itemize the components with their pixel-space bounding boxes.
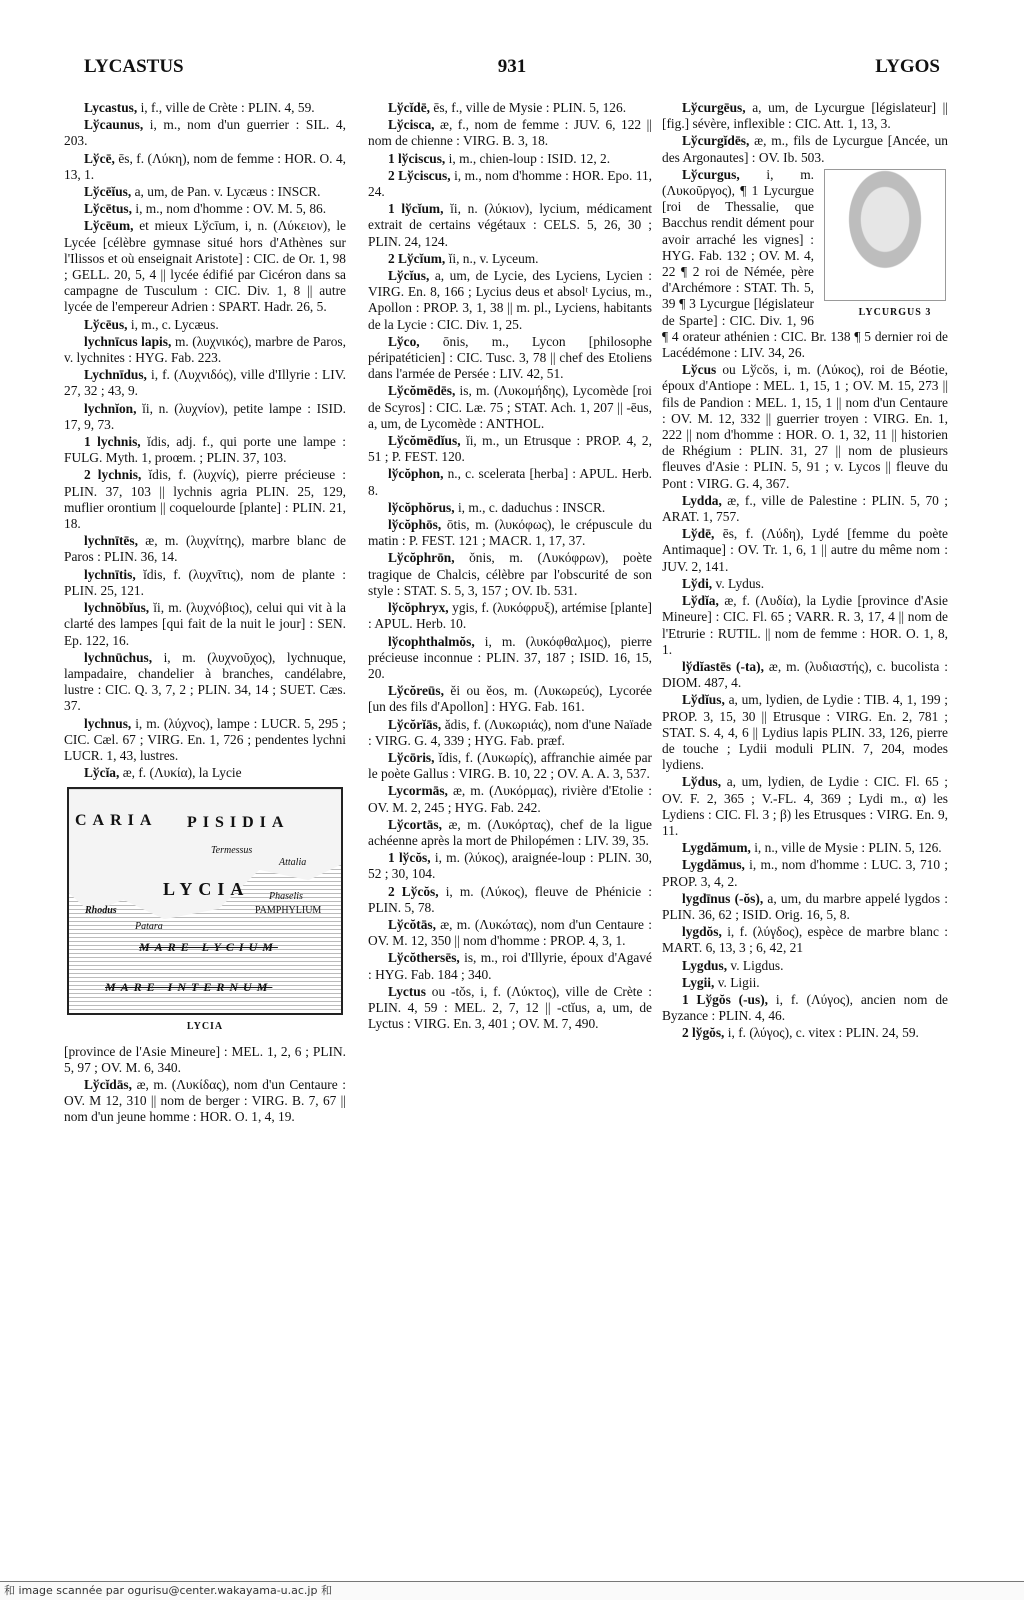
entry-headword: lygdīnus (-ŏs), bbox=[682, 890, 764, 906]
dictionary-entry bbox=[368, 151, 652, 167]
entry-definition: et mieux Lўcīum, i, n. (Λύκειον), le Lycée [célèbre gymnase situé hors d'Athènes sur l'Ilissos et où enseignait Aristote] : CIC. de Or. 1, 98 ; GELL. 20, 5, 4 || lycée édifié par Cicéron dans sa campagne de Tusculum : CIC. Div. 1, 8 || autre lycée de l'empereur Adrien : SPART. Hadr. 26, 5. bbox=[64, 218, 346, 315]
dictionary-entry bbox=[368, 268, 652, 333]
dictionary-entry bbox=[662, 857, 948, 889]
entry-definition: ōnis, m., Lycon [philosophe péripatéticien] : CIC. Tusc. 3, 78 || chef des Etoliens dans l'armée de Persée : LIV. 42, 51. bbox=[368, 333, 652, 382]
column-3-entries bbox=[662, 100, 948, 361]
entry-headword: lўcŏphōs, bbox=[388, 517, 442, 533]
dictionary-entry bbox=[662, 100, 948, 132]
entry-headword: Lychnīdus, bbox=[84, 367, 147, 383]
dictionary-entry bbox=[64, 650, 346, 715]
entry-headword: Lўcortās, bbox=[388, 816, 442, 832]
entry-headword: Lўcurgĭdēs, bbox=[682, 133, 750, 149]
entry-headword: Lўcŏreūs, bbox=[388, 683, 444, 699]
entry-definition: i, m., nom d'un guerrier : SIL. 4, 203. bbox=[64, 117, 346, 149]
entry-definition: i, m. (Λυκοῦργος), ¶ 1 Lycurgue [roi de Thessalie, que Bacchus rendit dément pour avoir arraché les vignes] : HYG. Fab. 132 ; OV. M. 4, 22 ¶ 2 roi de Némée, père d'Archémore : STAT. Th. 5, 39 ¶ 3 Lycurgue [législateur de Sparte] : CIC. Div. 1, 96 ¶ 4 orateur athénien : CIC. Br. 138 ¶ 5 dernier roi de Lacédémone : LIV. 34, 26. bbox=[662, 166, 948, 361]
entry-headword: Lўcē, bbox=[84, 150, 115, 166]
entry-definition: i, m. (Λύκος), fleuve de Phénicie : PLIN. 5, 78. bbox=[368, 883, 652, 915]
dictionary-entry bbox=[64, 1077, 346, 1126]
entry-headword: Lўcŏmēdēs, bbox=[388, 383, 456, 399]
dictionary-entry bbox=[64, 765, 346, 781]
scan-credit: 和 image scannée par ogurisu@center.wakayama-u.ac.jp 和 bbox=[0, 1581, 1024, 1600]
entry-headword: 2 Lўcŏs, bbox=[388, 883, 439, 899]
entry-headword: lychnūchus, bbox=[84, 649, 153, 665]
entry-definition: ĭi, m., un Etrusque : PROP. 4, 2, 51 ; P. FEST. 120. bbox=[368, 433, 652, 465]
map-caption: LYCIA bbox=[186, 1021, 224, 1033]
dictionary-entry bbox=[368, 383, 652, 432]
entry-headword: Lўcĭdē, bbox=[388, 100, 431, 115]
dictionary-entry bbox=[368, 717, 652, 749]
entry-definition: [province de l'Asie Mineure] : MEL. 1, 2, 6 ; PLIN. 5, 97 ; OV. M. 6, 340. bbox=[64, 1043, 346, 1075]
dictionary-entry bbox=[64, 317, 346, 333]
entry-headword: Lўcurgus, bbox=[682, 166, 740, 182]
entry-definition: ygis, f. (λυκόφρυξ), artémise [plante] : APUL. Herb. 10. bbox=[368, 600, 652, 632]
entry-definition: ĭi, n. (λύκιον), lycium, médicament extrait de certains végétaux : CELS. 5, 26, 30 ; PLIN. 24, 124. bbox=[368, 201, 652, 249]
entry-definition: æ, m. (Λυκώτας), nom d'un Centaure : OV. M. 12, 350 || nom d'homme : PROP. 4, 3, 1. bbox=[368, 916, 652, 949]
dictionary-entry bbox=[368, 201, 652, 250]
dictionary-entry bbox=[64, 716, 346, 765]
lycia-map bbox=[67, 787, 343, 1015]
entry-headword: Lўcŏthersēs, bbox=[388, 950, 460, 966]
map-label: MARE LYCIUM bbox=[139, 940, 278, 955]
dictionary-entry bbox=[368, 950, 652, 982]
entry-definition: i, m. (λύκος), araignée-loup : PLIN. 30, 52 ; 30, 104. bbox=[368, 850, 653, 882]
entry-headword: Lўcētus, bbox=[84, 201, 132, 217]
entry-definition: æ, m. (Λυκίδας), nom d'un Centaure : OV. M 12, 310 || nom de berger : VIRG. B. 7, 67 || nom d'un jeune homme : HOR. O. 1, 4, 19. bbox=[64, 1076, 346, 1125]
dictionary-entry bbox=[64, 117, 346, 149]
entry-headword: 1 lychnis, bbox=[84, 434, 141, 450]
dictionary-entry bbox=[64, 533, 346, 565]
dictionary-entry bbox=[662, 526, 948, 575]
entry-definition: a, um, de Lycurgue [législateur] || [fig.] sévère, inflexible : CIC. Att. 1, 13, 3. bbox=[662, 100, 948, 132]
dictionary-entry bbox=[662, 840, 948, 856]
entry-headword: Lўcŏmēdĭus, bbox=[388, 433, 461, 449]
dictionary-entry bbox=[662, 975, 948, 991]
entry-definition: ou Lўcŏs, i, m. (Λύκος), roi de Béotie, époux d'Antiope : MEL. 1, 15, 1 ; OV. M. 15, 273 || fils de Pandion : MEL. 1, 15, 1 || nom d'un Centaure : OV. M. 12, 332 || guerrier troyen : VIRG. En. 1, 222 || nom d'homme : HOR. O. 1, 32, 11 || historien de Rhégium : PLIN. 31, 27 || nom de plusieurs fleuves d'Asie : PLIN. 5, 91 ; v. Lycos || fleuve du Pont : VIRG. G. 4, 367. bbox=[662, 362, 948, 491]
entry-headword: Lўcus bbox=[682, 362, 717, 378]
entry-definition: ōtis, m. (λυκόφως), le crépuscule du matin : P. FEST. 121 ; MACR. 1, 17, 37. bbox=[368, 517, 652, 549]
dictionary-entry bbox=[662, 1025, 948, 1041]
entry-headword: lychnŏbĭus, bbox=[84, 600, 150, 616]
entry-headword: lychnus, bbox=[84, 715, 132, 731]
entry-definition: ŏnis, m. (Λυκόφρων), poète tragique de Chalcis, célèbre par l'obscurité de son style : STAT. S. 5, 3, 157 ; OV. Ib. 531. bbox=[368, 550, 652, 598]
entry-headword: lygdŏs, bbox=[682, 924, 722, 940]
dictionary-entry bbox=[64, 401, 346, 433]
entry-definition: ĭi, n. (λυχνίον), petite lampe : ISID. 17, 9, 73. bbox=[64, 400, 346, 432]
column-2 bbox=[368, 100, 652, 1033]
dictionary-entry bbox=[662, 362, 948, 492]
header-left-word: LYCASTUS bbox=[84, 56, 184, 77]
entry-headword: Lўdi, bbox=[682, 575, 713, 591]
entry-headword: Lўcĭdās, bbox=[84, 1076, 132, 1092]
dictionary-entry bbox=[662, 493, 948, 525]
entry-headword: Lўdĭus, bbox=[682, 692, 725, 708]
entry-headword: Lўcēĭus, bbox=[84, 184, 132, 200]
lycurgus-portrait bbox=[822, 169, 948, 321]
entry-headword: Lўdĭa, bbox=[682, 593, 719, 609]
entry-headword: Lўcōris, bbox=[388, 749, 435, 765]
dictionary-entry bbox=[662, 774, 948, 839]
entry-headword: Lўdus, bbox=[682, 774, 722, 790]
entry-headword: Lygdămum, bbox=[682, 840, 751, 856]
entry-headword: Lўcēum, bbox=[84, 218, 134, 234]
entry-headword: lychnītēs, bbox=[84, 533, 138, 549]
column-2-entries bbox=[368, 100, 652, 1032]
map-label: LYCIA bbox=[163, 879, 250, 900]
column-1-entries-continued bbox=[64, 1044, 346, 1126]
dictionary-entry bbox=[662, 692, 948, 773]
map-label: CARIA bbox=[75, 812, 158, 830]
entry-headword: Lўcurgēus, bbox=[682, 100, 746, 115]
dictionary-entry bbox=[662, 891, 948, 923]
entry-headword: Lўco, bbox=[388, 333, 420, 349]
dictionary-entry bbox=[368, 783, 652, 815]
entry-headword: lychnĭon, bbox=[84, 400, 137, 416]
column-3 bbox=[662, 100, 948, 1043]
dictionary-entry bbox=[368, 251, 652, 267]
entry-headword: Lўcŏphrōn, bbox=[388, 550, 455, 566]
entry-headword: lўcŏphon, bbox=[388, 466, 444, 482]
entry-headword: 2 Lўciscus, bbox=[388, 167, 451, 183]
entry-definition: i, n., ville de Mysie : PLIN. 5, 126. bbox=[754, 840, 942, 856]
entry-definition: a, um, de Lycie, des Lyciens, Lycien : VIRG. En. 8, 166 ; Lycius deus et absolᵗ Lycius, m., Apollon : PROP. 3, 1, 38 || m. pl., Lyciens, habitants de la Lycie : CIC. Div. 1, 25. bbox=[368, 268, 652, 332]
entry-headword: Lўcŏrĭās, bbox=[388, 716, 442, 732]
entry-definition: ĕi ou ĕos, m. (Λυκωρεύς), Lycorée [un des fils d'Apollon] : HYG. Fab. 161. bbox=[368, 683, 652, 715]
map-label: MARE INTERNUM bbox=[105, 980, 273, 995]
dictionary-entry bbox=[662, 133, 948, 165]
entry-headword: Lygdus, bbox=[682, 957, 728, 973]
dictionary-entry bbox=[64, 100, 346, 116]
entry-definition: i, m., nom d'homme : OV. M. 5, 86. bbox=[135, 201, 327, 217]
entry-definition: i, m., c. Lycæus. bbox=[130, 316, 219, 332]
entry-headword: 2 lўgŏs, bbox=[682, 1025, 725, 1041]
column-3-entries-continued bbox=[662, 362, 948, 1041]
entry-headword: Lўcisca, bbox=[388, 117, 435, 133]
entry-headword: lўcŏphryx, bbox=[388, 600, 449, 616]
map-label: Phaselis bbox=[269, 891, 303, 903]
map-figure bbox=[64, 787, 346, 1035]
dictionary-entry bbox=[662, 167, 948, 361]
entry-definition: æ, m. (λυχνίτης), marbre blanc de Paros : PLIN. 36, 14. bbox=[64, 533, 346, 565]
entry-definition: ĭdis, f. (λυχνῖτις), nom de plante : PLIN. 25, 121. bbox=[64, 566, 346, 598]
entry-definition: ēs, f., ville de Mysie : PLIN. 5, 126. bbox=[433, 100, 627, 115]
entry-definition: æ, m. (λυδιαστής), c. bucolista : DIOM. 487, 4. bbox=[662, 658, 948, 691]
map-label: Termessus bbox=[211, 845, 253, 857]
entry-definition: æ, m. (Λυκόρμας), rivière d'Etolie : OV. M. 2, 245 ; HYG. Fab. 242. bbox=[368, 783, 652, 815]
entry-headword: Lўcēus, bbox=[84, 316, 128, 332]
entry-definition: i, f. (λύγος), c. vitex : PLIN. 24, 59. bbox=[727, 1025, 919, 1041]
dictionary-entry bbox=[64, 367, 346, 399]
dictionary-entry bbox=[368, 466, 652, 498]
column-1 bbox=[64, 100, 346, 1127]
dictionary-entry bbox=[368, 634, 652, 683]
entry-definition: i, m. (λυχνοῦχος), lychnuque, lampadaire, chandelier à branches, candélabre, lustre : CIC. Q. 3, 7, 2 ; PLIN. 34, 14 ; SUET. Cæs. 37. bbox=[64, 649, 346, 714]
dictionary-entry bbox=[368, 884, 652, 916]
entry-definition: i, m. (λυκόφθαλμος), pierre précieuse inconnue : PLIN. 37, 187 ; ISID. 16, 15, 20. bbox=[368, 633, 652, 681]
header-right-word: LYGOS bbox=[875, 56, 940, 77]
map-label: Patara bbox=[135, 921, 163, 933]
entry-definition: ĭi, n., v. Lyceum. bbox=[448, 250, 539, 266]
entry-definition: i, f. (λύγδος), espèce de marbre blanc : MART. 6, 13, 3 ; 6, 42, 21 bbox=[662, 924, 948, 956]
entry-headword: lychnītis, bbox=[84, 566, 136, 582]
entry-definition: v. Ligii. bbox=[717, 974, 760, 990]
entry-headword: 1 lўciscus, bbox=[388, 150, 446, 166]
entry-definition: i, m., chien-loup : ISID. 12, 2. bbox=[448, 150, 611, 166]
dictionary-entry bbox=[662, 593, 948, 658]
entry-definition: a, um, lydien, de Lydie : TIB. 4, 1, 199 ; PROP. 3, 15, 30 || Etrusque : VIRG. En. 2, 781 ; STAT. S. 4, 4, 6 || Lydius lapis PLIN. 33, 126, pierre de touche ; Lydii moduli PLIN. 7, 204, modes lydiens. bbox=[662, 692, 948, 773]
entry-definition: i, f., ville de Crète : PLIN. 4, 59. bbox=[140, 100, 315, 115]
dictionary-entry bbox=[368, 100, 652, 116]
dictionary-entry bbox=[368, 517, 652, 549]
map-label: Rhodus bbox=[85, 905, 117, 917]
dictionary-entry bbox=[662, 576, 948, 592]
entry-definition: is, m., roi d'Illyrie, époux d'Agavé : HYG. Fab. 184 ; 340. bbox=[368, 950, 652, 982]
entry-definition: ĭdis, adj. f., qui porte une lampe : FULG. Myth. 1, proœm. ; PLIN. 37, 103. bbox=[64, 434, 347, 466]
dictionary-entry bbox=[368, 750, 652, 782]
entry-headword: Lўcĭa, bbox=[84, 765, 120, 781]
dictionary-entry bbox=[368, 984, 652, 1033]
dictionary-entry bbox=[64, 184, 346, 200]
column-1-entries bbox=[64, 100, 346, 781]
dictionary-entry bbox=[662, 958, 948, 974]
entry-headword: Lycormās, bbox=[388, 783, 448, 799]
entry-headword: Lўcaunus, bbox=[84, 117, 144, 133]
entry-definition: æ, f., ville de Palestine : PLIN. 5, 70 ; ARAT. 1, 757. bbox=[662, 492, 948, 525]
entry-headword: Lўdē, bbox=[682, 526, 715, 542]
entry-definition: ădis, f. (Λυκωριάς), nom d'une Naïade : VIRG. G. 4, 339 ; HYG. Fab. præf. bbox=[368, 716, 652, 748]
entry-definition: m. (λυχνικός), marbre de Paros, v. lychnites : HYG. Fab. 223. bbox=[64, 333, 346, 366]
entry-headword: lўdĭastēs (-ta), bbox=[682, 658, 764, 674]
page-header bbox=[84, 56, 940, 88]
map-label: Attalia bbox=[279, 857, 307, 869]
dictionary-entry bbox=[662, 659, 948, 691]
dictionary-entry bbox=[662, 924, 948, 956]
dictionary-entry bbox=[64, 151, 346, 183]
dictionary-entry bbox=[368, 117, 652, 149]
dictionary-entry bbox=[368, 817, 652, 849]
dictionary-entry bbox=[64, 467, 346, 532]
dictionary-entry bbox=[64, 434, 346, 466]
dictionary-entry bbox=[368, 168, 652, 200]
dictionary-entry bbox=[64, 334, 346, 366]
page-number: 931 bbox=[497, 56, 527, 77]
entry-definition: is, m. (Λυκομήδης), Lycomède [roi de Scyros] : CIC. Læ. 75 ; STAT. Ach. 1, 207 || -ēus, a, um, de Lycomède : ANTHOL. bbox=[368, 383, 652, 431]
entry-definition: i, m., nom d'homme : LUC. 3, 710 ; PROP. 3, 4, 2. bbox=[662, 857, 948, 889]
dictionary-entry bbox=[368, 850, 652, 882]
entry-definition: i, f. (Λύγος), ancien nom de Byzance : PLIN. 4, 46. bbox=[662, 991, 948, 1024]
entry-definition: i, f. (Λυχνιδός), ville d'Illyrie : LIV. 27, 32 ; 43, 9. bbox=[64, 367, 346, 399]
bust-image bbox=[824, 169, 946, 301]
entry-headword: Lyctus bbox=[388, 983, 426, 999]
entry-headword: lўcophthalmŏs, bbox=[388, 633, 475, 649]
entry-definition: i, m., nom d'homme : HOR. Epo. 11, 24. bbox=[368, 167, 652, 200]
dictionary-entry bbox=[368, 683, 652, 715]
entry-definition: ĭi, m. (λυχνόβιος), celui qui vit à la clarté des lampes [qui fait de la nuit le jour] : SEN. Ep. 122, 16. bbox=[64, 600, 346, 648]
entry-headword: Lўcŏtās, bbox=[388, 916, 436, 932]
dictionary-entry bbox=[368, 433, 652, 465]
portrait-caption: LYCURGUS 3 bbox=[858, 306, 932, 318]
entry-headword: Lydda, bbox=[682, 492, 722, 508]
entry-headword: 1 Lўgŏs (-us), bbox=[682, 991, 769, 1007]
entry-headword: Lygii, bbox=[682, 974, 715, 990]
entry-definition: æ, f. (Λυκία), la Lycie bbox=[122, 765, 242, 781]
entry-definition: v. Lydus. bbox=[715, 575, 765, 591]
entry-headword: Lygdămus, bbox=[682, 857, 745, 873]
entry-definition: ĭdis, f. (Λυκωρίς), affranchie aimée par le poète Gallus : VIRG. B. 10, 22 ; OV. A. A. 3, 537. bbox=[368, 749, 652, 782]
entry-definition: n., c. scelerata [herba] : APUL. Herb. 8. bbox=[368, 466, 652, 498]
dictionary-entry bbox=[662, 992, 948, 1024]
entry-headword: Lycastus, bbox=[84, 100, 138, 115]
dictionary-entry bbox=[64, 201, 346, 217]
entry-headword: 2 Lўcĭum, bbox=[388, 250, 446, 266]
entry-definition: i, m. (λύχνος), lampe : LUCR. 5, 295 ; CIC. Cæl. 67 ; VIRG. En. 1, 726 ; pendentes lychni LUCR. 1, 43, lustres. bbox=[64, 715, 346, 763]
map-label: PAMPHYLIUM bbox=[255, 905, 322, 917]
entry-definition: a, um, lydien, de Lydie : CIC. Fl. 65 ; OV. F. 2, 365 ; V.-FL. 4, 369 ; Lydi m., α) les Lydiens : CIC. Fl. 3 ; β) les Etrusques : VIRG. En. 9, 11. bbox=[662, 774, 948, 838]
entry-definition: æ, m., fils de Lycurgue [Ancée, un des Argonautes] : OV. Ib. 503. bbox=[662, 133, 948, 165]
entry-definition: æ, f. (Λυδία), la Lydie [province d'Asie Mineure] : CIC. Fl. 65 ; VARR. R. 3, 17, 4 || nom de l'Etrurie : RUTIL. || nom de femme : HOR. O. 1, 8, 1. bbox=[662, 593, 948, 657]
dictionary-entry bbox=[368, 334, 652, 383]
entry-headword: Lўcĭus, bbox=[388, 268, 430, 284]
dictionary-entry bbox=[64, 218, 346, 315]
entry-definition: ēs, f. (Λύκη), nom de femme : HOR. O. 4, 13, 1. bbox=[64, 150, 346, 182]
entry-definition: a, um, de Pan. v. Lycæus : INSCR. bbox=[134, 184, 321, 200]
dictionary-entry bbox=[64, 600, 346, 649]
dictionary-entry bbox=[64, 1044, 346, 1076]
dictionary-entry bbox=[368, 550, 652, 599]
dictionary-entry bbox=[368, 500, 652, 516]
dictionary-entry bbox=[64, 567, 346, 599]
map-label: PISIDIA bbox=[187, 814, 290, 832]
entry-definition: i, m., c. daduchus : INSCR. bbox=[457, 499, 606, 515]
entry-headword: 1 lўcŏs, bbox=[388, 850, 431, 866]
entry-headword: 2 lychnis, bbox=[84, 467, 142, 483]
entry-definition: æ, f., nom de femme : JUV. 6, 122 || nom de chienne : VIRG. B. 3, 18. bbox=[368, 117, 652, 149]
entry-definition: v. Ligdus. bbox=[730, 957, 784, 973]
entry-definition: æ, m. (Λυκόρτας), chef de la ligue achéenne après la mort de Philopémen : LIV. 39, 35. bbox=[368, 816, 652, 848]
dictionary-entry bbox=[368, 600, 652, 632]
entry-headword: lychnīcus lapis, bbox=[84, 333, 172, 349]
entry-definition: ou -tŏs, i, f. (Λύκτος), ville de Crète : PLIN. 4, 59 : MEL. 2, 7, 12 || -ctĭus, a, um, de Lyctus : VIRG. En. 3, 401 ; OV. M. 7, 490. bbox=[368, 983, 652, 1032]
entry-definition: ĭdis, f. (λυχνίς), pierre précieuse : PLIN. 37, 103 || lychnis agria PLIN. 25, 129, muflier orontium || coquelourde [plante] : PLIN. 21, 18. bbox=[64, 467, 346, 532]
entry-headword: lўcŏphŏrus, bbox=[388, 499, 455, 515]
entry-definition: a, um, du marbre appelé lygdos : PLIN. 36, 62 ; ISID. Orig. 16, 5, 8. bbox=[662, 890, 948, 922]
entry-headword: 1 lўcĭum, bbox=[388, 201, 444, 217]
entry-definition: ēs, f. (Λύδη), Lydé [femme du poète Antimaque] : OV. Tr. 1, 6, 1 || autre du même nom : JUV. 2, 141. bbox=[662, 526, 948, 574]
dictionary-entry bbox=[368, 917, 652, 949]
